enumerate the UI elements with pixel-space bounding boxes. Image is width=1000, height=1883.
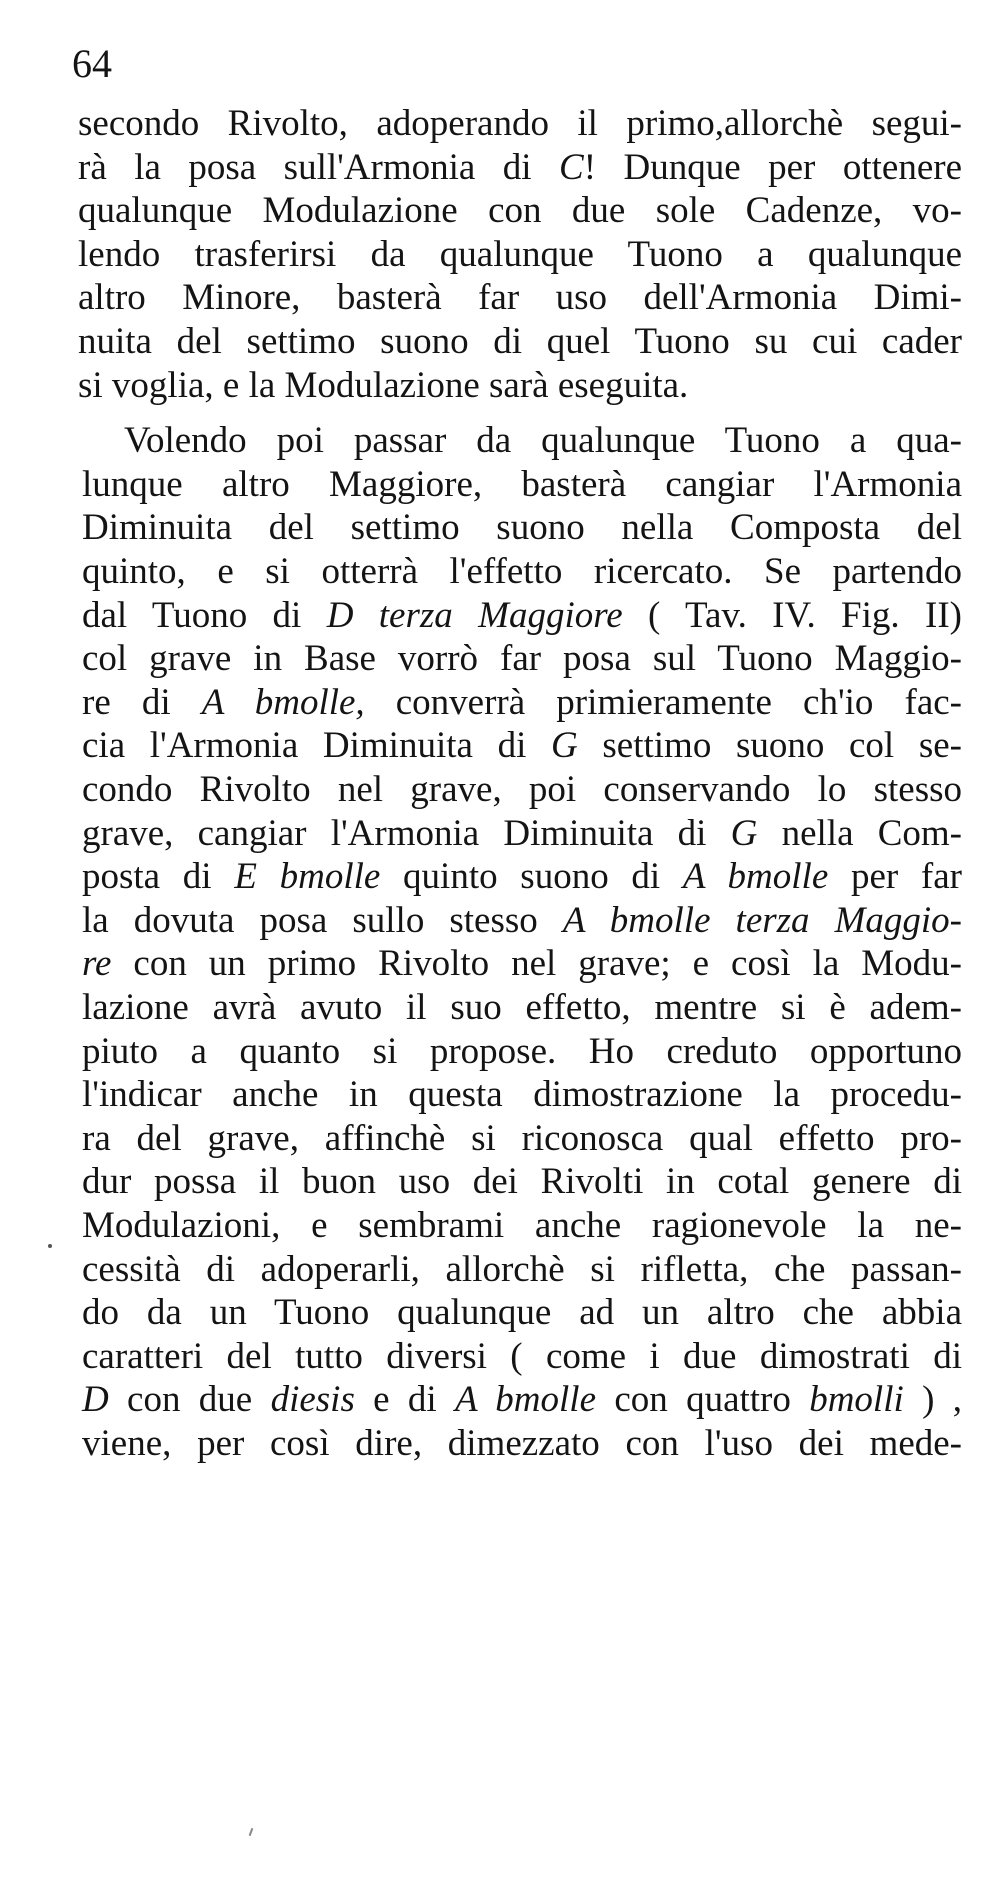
- text-span: Diminuita del settimo suono nella Composta del: [82, 507, 962, 549]
- text-span: ) ,: [903, 1379, 962, 1421]
- text-span: altro Minore, basterà far uso dell'Armonia Dimi-: [78, 277, 962, 319]
- ink-speck: [249, 1828, 254, 1836]
- text-span: dal Tuono di: [82, 594, 327, 636]
- text-span: condo Rivolto nel grave, poi conservando lo stesso: [82, 769, 962, 810]
- text-span: do da un Tuono qualunque ad un altro che abbia: [82, 1292, 962, 1334]
- text-span: ( Tav. IV. Fig. II): [622, 594, 962, 636]
- text-span: piuto a quanto si propose. Ho creduto opportuno: [82, 1030, 962, 1072]
- italic-text: D: [82, 1379, 109, 1421]
- text-span: ! Dunque per ottenere: [583, 146, 962, 188]
- text-span: quinto suono di: [380, 856, 683, 898]
- italic-text: E bmolle: [234, 856, 381, 898]
- text-span: viene, per così dire, dimezzato con l'uso dei mede-: [82, 1423, 962, 1464]
- text-line: [82, 1418, 962, 1470]
- text-span: converrà primieramente ch'io fac-: [364, 681, 962, 723]
- italic-text: A bmolle: [682, 856, 829, 898]
- text-span: lunque altro Maggiore, basterà cangiar l'Armonia: [82, 463, 962, 505]
- italic-text: bmolli: [809, 1379, 904, 1421]
- text-span: ra del grave, affinchè si riconosca qual effetto pro-: [82, 1117, 962, 1159]
- text-span: settimo suono col se-: [577, 725, 962, 767]
- text-span: si voglia, e la Modulazione sarà eseguita.: [78, 364, 689, 406]
- text-span: e di: [354, 1379, 456, 1421]
- ink-speck: [48, 1244, 52, 1248]
- text-span: caratteri del tutto diversi ( come i due dimostrati di: [82, 1335, 962, 1377]
- text-span: lazione avrà avuto il suo effetto, mentre si è adem-: [82, 987, 962, 1028]
- text-span: quinto, e si otterrà l'effetto ricercato. Se partendo: [82, 551, 962, 592]
- italic-text: G: [551, 725, 578, 767]
- italic-text: re: [82, 943, 112, 985]
- text-span: grave, cangiar l'Armonia Diminuita di: [82, 812, 731, 854]
- text-span: dur possa il buon uso dei Rivolti in cotal genere di: [82, 1161, 962, 1203]
- text-span: Volendo poi passar da qualunque Tuono a qua-: [124, 420, 962, 462]
- text-span: rà la posa sull'Armonia di: [78, 146, 560, 188]
- italic-text: A bmolle terza Maggio-: [562, 899, 962, 941]
- italic-text: D terza Maggiore: [326, 594, 623, 636]
- text-span: re di: [82, 681, 202, 723]
- text-span: con un primo Rivolto nel grave; e così la Modu-: [111, 943, 962, 985]
- text-span: nuita del settimo suono di quel Tuono su cui cader: [78, 321, 962, 362]
- text-span: Modulazioni, e sembrami anche ragionevole la ne-: [82, 1205, 962, 1246]
- text-span: nella Com-: [757, 812, 963, 854]
- text-span: secondo Rivolto, adoperando il primo,allorchè segui-: [78, 103, 962, 144]
- text-span: posta di: [82, 856, 235, 898]
- text-span: cia l'Armonia Diminuita di: [82, 725, 551, 767]
- text-span: l'indicar anche in questa dimostrazione la procedu-: [82, 1074, 962, 1116]
- text-span: col grave in Base vorrò far posa sul Tuono Maggio-: [82, 638, 962, 680]
- italic-text: A bmolle: [455, 1379, 596, 1421]
- text-span: lendo trasferirsi da qualunque Tuono a qualunque: [78, 233, 962, 275]
- text-span: con due: [108, 1379, 271, 1421]
- text-span: con quattro: [596, 1379, 810, 1421]
- text-span: cessità di adoperarli, allorchè si rifletta, che passan-: [82, 1248, 962, 1290]
- italic-text: G: [730, 812, 758, 854]
- text-span: qualunque Modulazione con due sole Cadenze, vo-: [78, 190, 962, 232]
- text-line: [78, 360, 962, 412]
- italic-text: diesis: [270, 1379, 355, 1421]
- italic-text: C: [559, 146, 584, 188]
- text-span: per far: [828, 856, 962, 898]
- page-number: 64: [72, 41, 112, 86]
- italic-text: A bmolle,: [201, 681, 365, 723]
- text-span: la dovuta posa sullo stesso: [82, 899, 563, 941]
